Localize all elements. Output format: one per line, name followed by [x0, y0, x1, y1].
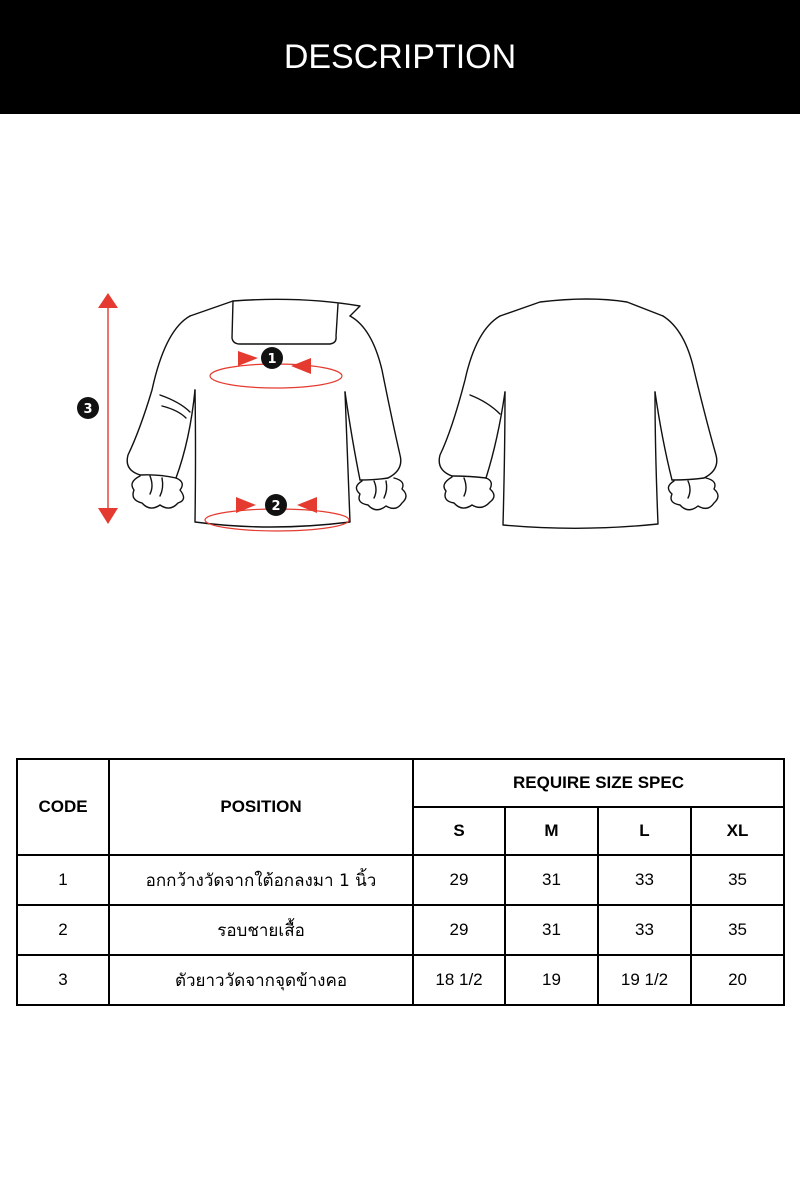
arrow-down-icon — [98, 508, 118, 524]
size-xl-cell: 35 — [691, 855, 784, 905]
position-cell: อกกว้างวัดจากใต้อกลงมา 1 นิ้ว — [109, 855, 413, 905]
size-s-cell: 29 — [413, 855, 505, 905]
size-l-cell: 33 — [598, 855, 691, 905]
svg-text:1: 1 — [267, 352, 277, 367]
code-cell: 3 — [17, 955, 109, 1005]
arrow-up-icon — [98, 293, 118, 308]
position-header: POSITION — [109, 759, 413, 855]
code-cell: 1 — [17, 855, 109, 905]
blouse-drawing — [0, 114, 800, 754]
position-cell: รอบชายเสื้อ — [109, 905, 413, 955]
size-m-header: M — [505, 807, 598, 855]
size-xl-cell: 20 — [691, 955, 784, 1005]
arrow-left-icon — [297, 497, 317, 513]
marker-3 — [77, 397, 99, 419]
back-view — [439, 299, 718, 528]
size-m-cell: 31 — [505, 905, 598, 955]
svg-text:3: 3 — [83, 402, 93, 417]
table-row — [17, 855, 784, 905]
size-s-header: S — [413, 807, 505, 855]
size-xl-header: XL — [691, 807, 784, 855]
svg-text:2: 2 — [271, 499, 281, 514]
arrow-right-icon — [238, 351, 258, 366]
code-cell: 2 — [17, 905, 109, 955]
size-l-header: L — [598, 807, 691, 855]
page-header — [0, 0, 800, 114]
size-l-cell: 33 — [598, 905, 691, 955]
size-xl-cell: 35 — [691, 905, 784, 955]
size-spec-table — [16, 758, 785, 1006]
marker-2 — [265, 494, 287, 516]
size-m-cell: 31 — [505, 855, 598, 905]
arrow-left-icon — [291, 358, 311, 374]
front-view — [127, 299, 406, 527]
size-s-cell: 18 1/2 — [413, 955, 505, 1005]
table-row — [17, 955, 784, 1005]
garment-illustration — [0, 114, 800, 754]
code-header: CODE — [17, 759, 109, 855]
table-row — [17, 905, 784, 955]
size-m-cell: 19 — [505, 955, 598, 1005]
page-title: DESCRIPTION — [283, 37, 517, 76]
marker-1 — [261, 347, 283, 369]
measurement-arrows — [98, 293, 317, 524]
position-cell: ตัวยาววัดจากจุดข้างคอ — [109, 955, 413, 1005]
measurement-marks — [108, 306, 349, 531]
table-header-row — [17, 759, 784, 807]
size-l-cell: 19 1/2 — [598, 955, 691, 1005]
size-s-cell: 29 — [413, 905, 505, 955]
size-spec-header: REQUIRE SIZE SPEC — [413, 759, 784, 807]
